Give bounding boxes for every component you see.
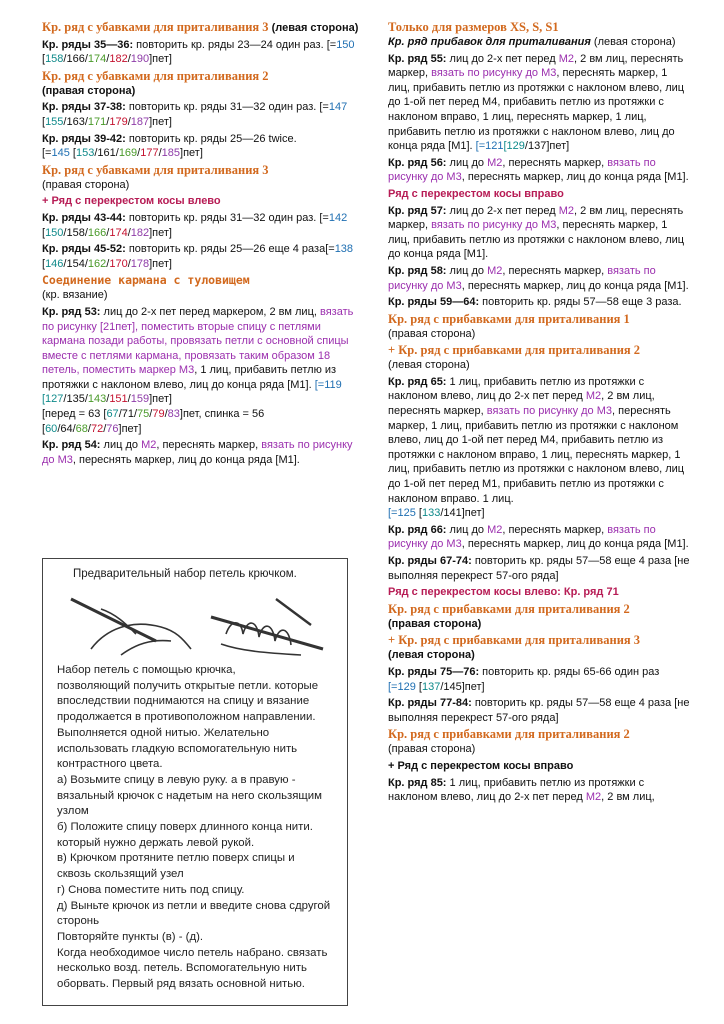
box-line: впоследствии поднимаются на спицу и вязание [57,695,310,708]
box-line: несколько возд. петель. Вспомогательную нить [57,962,307,975]
section-heading: Кр. ряд с прибавками для приталивания 2 [388,727,630,742]
section-heading: Кр. ряд с прибавками для приталивания 2 [388,601,630,616]
subheading: + Ряд с перекрестом косы вправо [388,759,574,772]
box-line: продолжается в противоположном направлении. [57,711,316,724]
box-title: Предварительный набор петель крючком. [73,568,297,580]
box-line: оборвать. Первый ряд вязать основной нитью. [57,978,305,991]
section-heading: Кр. ряд с убавками для приталивания 3 [42,162,269,177]
section-side: (правая сторона) [388,617,482,630]
section-side: (левая сторона) [388,359,470,372]
box-line: вязальный крючок с надетым на него скользящим [57,789,322,802]
row-59-64: Кр. ряды 59—64: повторить кр. ряды 57—58 еще 3 раза. [388,296,682,309]
box-line: Повторяйте пункты (в) - (д). [57,930,204,943]
row-45-52: Кр. ряды 45-52: повторить кр. ряды 25—26 еще 4 раза[=138 [146/154/162/170/178]пет] [42,243,354,270]
row-58: Кр. ряд 58: лиц до М2, переснять маркер, вязать по рисунку до М3, переснять маркер, лиц до конца ряда [М1]. [388,264,689,292]
box-line: узлом [57,805,89,818]
section-side: (левая сторона) [268,22,359,34]
row-53: Кр. ряд 53: лиц до 2-х пет перед маркером, 2 вм лиц, вязать по рисунку [21пет], поместить вторые спицу с петлями кармана позади работы, провязать петли с основной спицы вместе с петлями кармана, провязать таким образом 18 петель, поместить маркер М3, 1 лиц, прибавить петлю из протяжки с наклоном влево, лиц до конца ряда [М1]. [=119 [127/135/143/151/159]пет] [перед = 63 [67/71/75/79/83]пет, спинка = 56 [60/64/68/72/76]пет] [42,305,354,435]
section-side: (левая сторона) [590,36,676,48]
box-line: контрастного цвета. [57,758,163,771]
box-line: г) Снова поместите нить под спицу. [57,883,245,896]
section-subheading: Кр. ряд прибавок для приталивания [388,36,591,48]
box-line: сторонь [57,915,100,928]
row-65: Кр. ряд 65: 1 лиц, прибавить петлю из протяжки с наклоном влево, лиц до 2-х пет перед М2, 2 вм лиц, переснять маркер, вязать по рисунку до М3, переснять маркер, 1 лиц, прибавить петлю из протяжки с наклоном влево, лиц до 1-ой пет перед М4, прибавить петлю из протяжки с наклоном вправо, 1 лиц, переснять маркер, 1 лиц, прибавить петлю из протяжки с наклоном влево, лиц до 1-ой пет перед М1, прибавить петлю из протяжки с наклоном вправо. 1 лиц. [=125 [133/141]пет] [388,375,685,520]
box-line: а) Возьмите спицу в левую руку. а в правую - [57,773,296,786]
row-43-44: Кр. ряды 43-44: повторить кр. ряды 31—32 один раз. [=142 [150/158/166/174/182]пет] [42,211,348,239]
row-37-38: Кр. ряды 37-38: повторить кр. ряды 31—32 один раз. [=147 [155/163/171/179/187]пет] [42,101,348,128]
box-text [57,663,339,993]
box-line: Набор петель с помощью крючка, [57,664,236,676]
section-heading: + Кр. ряд с прибавками для приталивания 2 [388,343,641,358]
row-56: Кр. ряд 56: лиц до М2, переснять маркер, вязать по рисунку до М3, переснять маркер, лиц до конца ряда [М1]. [388,156,689,184]
section-side: (правая сторона) [388,327,476,340]
section-heading: Соединение кармана с туловищем [42,273,250,288]
left-column [42,20,360,469]
section-side: (правая сторона) [42,84,136,97]
crochet-cast-on-box [42,558,348,1006]
row-75-76: Кр. ряды 75—76: повторить кр. ряды 65-66 один раз [=129 [137/145]пет] [388,665,660,693]
box-line: который нужно держать левой рукой. [57,836,255,849]
subheading: Ряд с перекрестом косы вправо [388,187,564,200]
box-line: Выполняется одной нитью. Желательно [57,726,270,739]
box-line: б) Положите спицу поверх длинного конца нити. [57,821,313,834]
box-line: в) Крючком протяните петлю поверх спицы и [57,852,295,865]
section-heading: Кр. ряд с убавками для приталивания 3 [42,20,269,34]
section-side: (левая сторона) [388,649,475,662]
right-column [388,20,690,807]
row-77-84: Кр. ряды 77-84: повторить кр. ряды 57—58 еще 4 раза [не выполняя перекрест 57-ого ряда] [388,697,690,724]
section-side: (правая сторона) [388,743,476,756]
section-side: (правая сторона) [42,178,130,191]
row-85: Кр. ряд 85: 1 лиц, прибавить петлю из протяжки с наклоном влево, лиц до 2-х пет перед М2, 2 вм лиц, [388,776,655,804]
row-39-42: Кр. ряды 39-42: повторить кр. ряды 25—26 twice. [=145 [153/161/169/177/185]пет] [42,132,297,160]
crochet-illustration [61,589,331,659]
section-heading: Кр. ряд с убавками для приталивания 2 [42,68,269,83]
box-line: Когда необходимое число петель набрано. связать [57,946,328,959]
row-35-36: Кр. ряды 35—36: повторить кр. ряды 23—24 один раз. [=150 [158/166/174/182/190]пет] [42,38,355,66]
section-side: (кр. вязание) [42,289,108,302]
box-line: сквозь скользящий узел [57,868,184,881]
row-54: Кр. ряд 54: лиц до М2, переснять маркер, вязать по рисунку до М3, переснять маркер, лиц до конца ряда [М1]. [42,439,353,466]
section-heading: + Кр. ряд с прибавками для приталивания 3 [388,633,641,648]
subheading: Ряд с перекрестом косы влево: Кр. ряд 71 [388,586,619,599]
box-line: д) Выньте крючок из петли и введите снова сдругой [57,899,331,912]
row-67-74: Кр. ряды 67-74: повторить кр. ряды 57—58 еще 4 раза [не выполняя перекрест 57-ого ряда] [388,555,690,582]
row-57: Кр. ряд 57: лиц до 2-х пет перед М2, 2 вм лиц, переснять маркер, вязать по рисунку до М3, переснять маркер, 1 лиц, прибавить петлю из протяжки с наклоном влево, лиц до конца ряда [М1]. [388,204,685,261]
section-heading: Только для размеров XS, S, S1 [388,20,559,34]
subheading: + Ряд с перекрестом косы влево [42,195,221,208]
row-66: Кр. ряд 66: лиц до М2, переснять маркер, вязать по рисунку до М3, переснять маркер, лиц до конца ряда [М1]. [388,523,689,551]
section-heading: Кр. ряд с прибавками для приталивания 1 [388,311,630,326]
box-line: позволяющий получить открытые петли. которые [57,679,319,692]
row-55: Кр. ряд 55: лиц до 2-х пет перед М2, 2 вм лиц, переснять маркер, вязать по рисунку до М3, переснять маркер, 1 лиц, прибавить петлю из протяжки с наклоном влево, лиц до 1-ой пет перед М4, прибавить петлю из протяжки с наклоном вправо, 1 лиц, переснять маркер, 1 лиц, прибавить петлю из протяжки с наклоном влево, лиц до конца ряда [М1]. [=121[129/137]пет] [388,52,685,153]
box-line: использовать гладкую вспомогательную нить [57,742,298,755]
